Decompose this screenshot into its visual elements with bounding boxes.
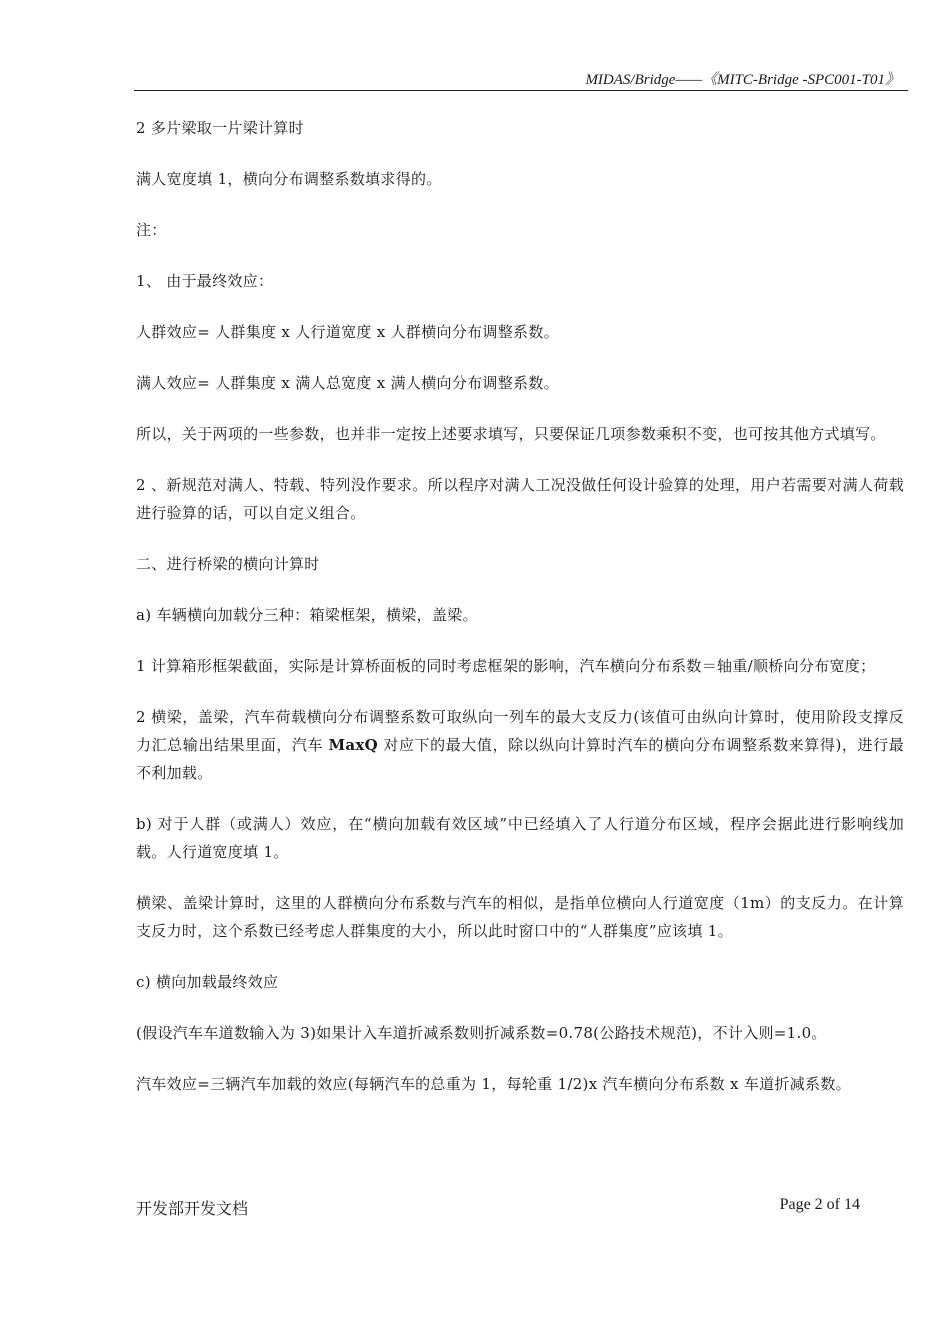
paragraph: 汽车效应=三辆汽车加载的效应(每辆汽车的总重为 1，每轮重 1/2)x 汽车横向分布系数 x 车道折减系数。: [136, 1075, 851, 1093]
paragraph-maxq: [136, 703, 904, 787]
page-header: [134, 66, 908, 91]
paragraph: 2 、新规范对满人、特载、特列没作要求。所以程序对满人工况没做任何设计验算的处理，用户若需要对满人荷载进行验算的话，可以自定义组合。: [136, 476, 904, 522]
paragraph: (假设汽车车道数输入为 3)如果计入车道折减系数则折减系数=0.78(公路技术规范)，不计入则=1.0。: [136, 1024, 827, 1042]
paragraph: 1 计算箱形框架截面，实际是计算桥面板的同时考虑框架的影响，汽车横向分布系数＝轴重/顺桥向分布宽度；: [136, 657, 876, 675]
section-heading: 二、进行桥梁的横向计算时: [136, 555, 320, 573]
paragraph: 注：: [136, 221, 167, 239]
document-body: [136, 114, 904, 1121]
paragraph: 满人效应= 人群集度 x 满人总宽度 x 满人横向分布调整系数。: [136, 374, 559, 392]
paragraph: a) 车辆横向加载分三种：箱梁框架，横梁，盖梁。: [136, 606, 478, 624]
maxq-text-before: 2 横梁，盖梁，汽车荷载横向分布调整系数可取纵向一列车的最大支反力(该值可由纵向计算时，使用阶段支撑反力汇总输出结果里面，汽车: [136, 708, 904, 754]
paragraph: c) 横向加载最终效应: [136, 973, 279, 991]
header-title: MIDAS/Bridge——《MITC-Bridge -SPC001-T01》: [585, 72, 900, 88]
paragraph: 满人宽度填 1，横向分布调整系数填求得的。: [136, 170, 442, 188]
maxq-text-after: 对应下的最大值，除以纵向计算时汽车的横向分布调整系数来算得)，进行最不利加载。: [136, 736, 905, 782]
paragraph: 人群效应= 人群集度 x 人行道宽度 x 人群横向分布调整系数。: [136, 323, 559, 341]
paragraph: 所以，关于两项的一些参数，也并非一定按上述要求填写，只要保证几项参数乘积不变，也可按其他方式填写。: [136, 425, 886, 443]
page-number: Page 2 of 14: [779, 1196, 860, 1213]
footer-doc-label: 开发部开发文档: [136, 1199, 249, 1218]
maxq-keyword: MaxQ: [328, 736, 378, 754]
paragraph: 横梁、盖梁计算时，这里的人群横向分布系数与汽车的相似，是指单位横向人行道宽度（1m）的支反力。在计算支反力时，这个系数已经考虑人群集度的大小，所以此时窗口中的“人群集度”应该填 1。: [136, 894, 904, 940]
paragraph: b) 对于人群（或满人）效应，在“横向加载有效区域”中已经填入了人行道分布区域，程序会据此进行影响线加载。人行道宽度填 1。: [136, 815, 904, 861]
paragraph: 2 多片梁取一片梁计算时: [136, 119, 304, 137]
paragraph: 1、 由于最终效应：: [136, 272, 274, 290]
